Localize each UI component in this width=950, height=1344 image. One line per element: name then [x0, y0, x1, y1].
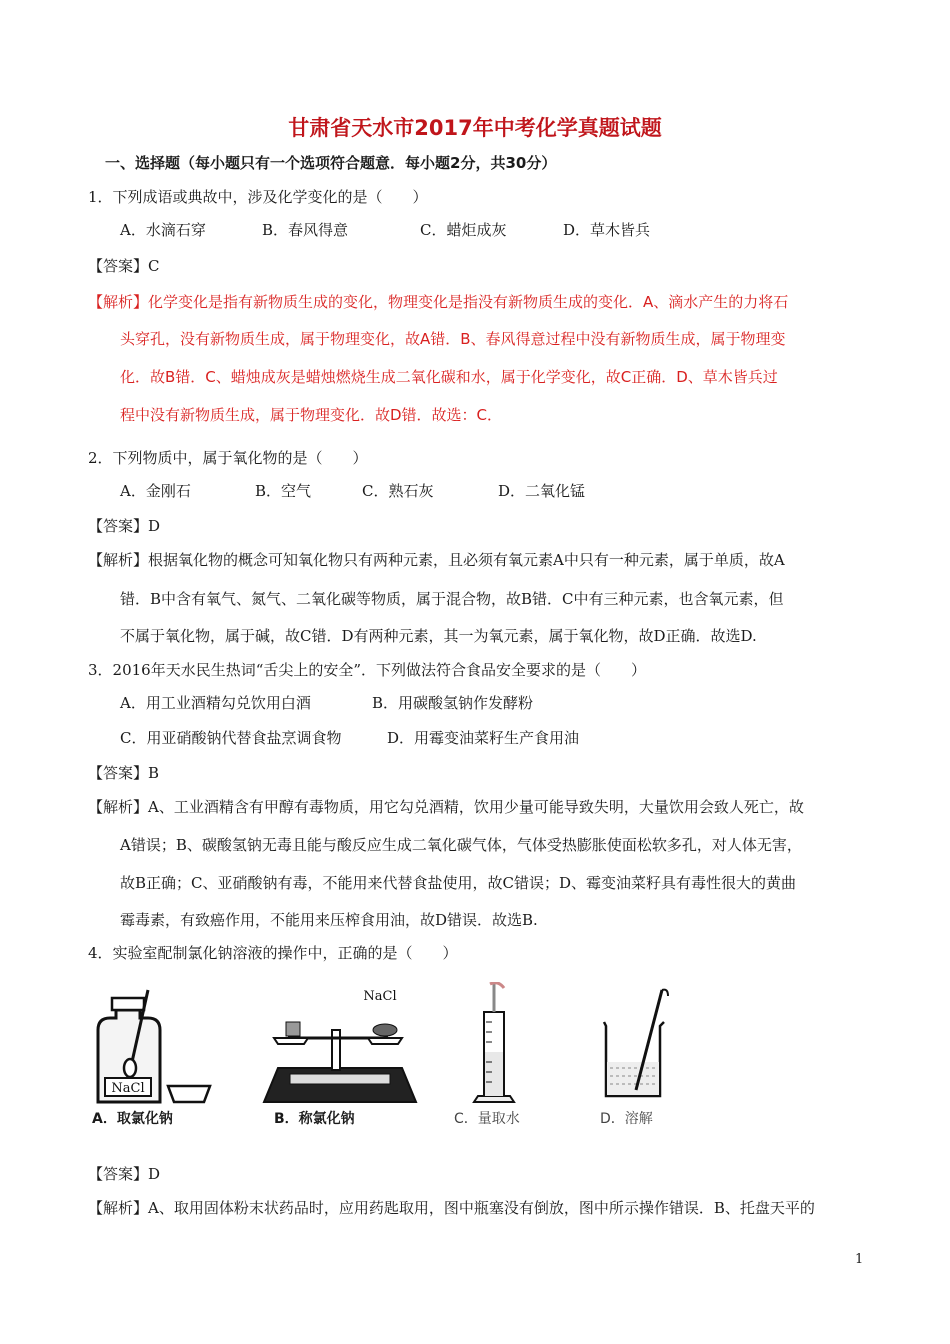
question-3-analysis-line: 霉毒素，有致癌作用，不能用来压榨食用油，故D错误．故选B. — [120, 911, 538, 929]
figure-a-label: A．取氯化钠 — [92, 1111, 173, 1127]
question-2-stem: 2．下列物质中，属于氧化物的是（ ） — [88, 449, 368, 467]
figure-d-label: D．溶解 — [600, 1111, 653, 1127]
balance-icon — [260, 982, 420, 1107]
q1-option-b: B．春风得意 — [262, 221, 349, 239]
page-title: 甘肃省天水市2017年中考化学真题试题 — [288, 116, 662, 140]
figure-b-label: B．称氯化钠 — [274, 1111, 355, 1127]
q1-option-d: D．草木皆兵 — [563, 221, 651, 239]
q2-option-a: A．金刚石 — [120, 482, 191, 500]
question-1-answer: 【答案】C — [88, 257, 160, 275]
figure-c-label: C．量取水 — [454, 1111, 520, 1127]
question-3-analysis-line: 【解析】A、工业酒精含有甲醇有毒物质，用它勾兑酒精，饮用少量可能导致失明，大量饮用会致人死亡，故 — [88, 798, 804, 816]
figure-c — [460, 982, 530, 1111]
q1-option-a: A．水滴石穿 — [120, 221, 206, 239]
figure-d — [596, 982, 686, 1111]
section-heading: 一、选择题（每小题只有一个选项符合题意．每小题2分，共30分） — [105, 154, 557, 172]
jar-label-text: NaCl — [111, 1081, 145, 1096]
reagent-jar-icon — [88, 982, 218, 1107]
question-2-analysis-line: 【解析】根据氧化物的概念可知氧化物只有两种元素，且必须有氧元素A中只有一种元素，属于单质，故A — [88, 551, 785, 569]
question-1-analysis-line: 头穿孔，没有新物质生成，属于物理变化，故A错．B、春风得意过程中没有新物质生成，属于物理变 — [120, 330, 786, 348]
question-1-stem: 1．下列成语或典故中，涉及化学变化的是（ ） — [88, 188, 428, 206]
q3-option-c: C．用亚硝酸钠代替食盐烹调食物 — [120, 729, 342, 747]
question-1-analysis-line: 【解析】化学变化是指有新物质生成的变化，物理变化是指没有新物质生成的变化．A、滴水产生的力将石 — [88, 293, 789, 311]
question-3-analysis-line: A错误；B、碳酸氢钠无毒且能与酸反应生成二氧化碳气体，气体受热膨胀使面松软多孔，对人体无害， — [120, 836, 802, 854]
graduated-cylinder-icon — [460, 982, 530, 1107]
question-1-analysis-line: 程中没有新物质生成，属于物理变化．故D错．故选：C． — [120, 406, 503, 424]
question-3-answer: 【答案】B — [88, 764, 160, 782]
q2-option-c: C．熟石灰 — [362, 482, 434, 500]
q3-option-a: A．用工业酒精勾兑饮用白酒 — [120, 694, 311, 712]
question-3-analysis-line: 故B正确；C、亚硝酸钠有毒，不能用来代替食盐使用，故C错误；D、霉变油菜籽具有毒性很大的黄曲 — [120, 874, 797, 892]
question-4-figures — [88, 982, 878, 1132]
question-1-analysis-line: 化．故B错．C、蜡烛成灰是蜡烛燃烧生成二氧化碳和水，属于化学变化，故C正确．D、草木皆兵过 — [120, 368, 778, 386]
question-4-analysis-line: 【解析】A、取用固体粉末状药品时，应用药匙取用，图中瓶塞没有倒放，图中所示操作错误．B、托盘天平的 — [88, 1199, 815, 1217]
question-4-answer: 【答案】D — [88, 1165, 161, 1183]
question-2-analysis-line: 不属于氧化物，属于碱，故C错．D有两种元素，其一为氧元素，属于氧化物，故D正确．故选D. — [120, 627, 757, 645]
question-2-answer: 【答案】D — [88, 517, 161, 535]
figure-b — [260, 982, 420, 1111]
question-3-stem: 3．2016年天水民生热词“舌尖上的安全”．下列做法符合食品安全要求的是（ ） — [88, 661, 647, 679]
q2-option-d: D．二氧化锰 — [498, 482, 586, 500]
question-4-stem: 4．实验室配制氯化钠溶液的操作中，正确的是（ ） — [88, 944, 458, 962]
page-number: 1 — [855, 1252, 864, 1267]
question-2-analysis-line: 错．B中含有氧气、氮气、二氧化碳等物质，属于混合物，故B错．C中有三种元素，也含氧元素，但 — [120, 590, 784, 608]
balance-label-text: NaCl — [363, 989, 397, 1004]
q3-option-d: D．用霉变油菜籽生产食用油 — [387, 729, 580, 747]
q1-option-c: C．蜡炬成灰 — [420, 221, 507, 239]
q3-option-b: B．用碳酸氢钠作发酵粉 — [372, 694, 534, 712]
figure-a — [88, 982, 218, 1111]
beaker-icon — [596, 982, 686, 1107]
q2-option-b: B．空气 — [255, 482, 312, 500]
